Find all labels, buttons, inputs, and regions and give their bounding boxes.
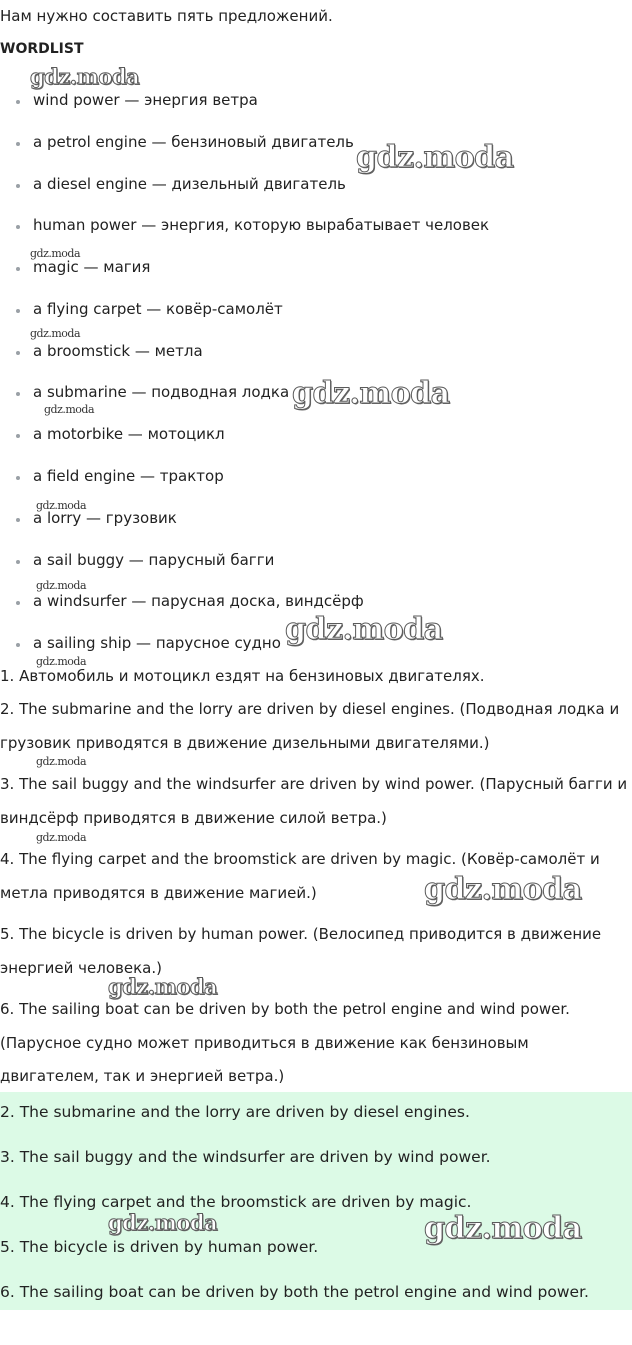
highlighted-answer-3: 3. The sail buggy and the windsurfer are driven by wind power. <box>0 1148 491 1166</box>
watermark: gdz.moda <box>292 376 450 411</box>
watermark: gdz.moda <box>44 403 95 416</box>
watermark: gdz.moda <box>36 655 87 668</box>
wordlist-item: a field engine — трактор <box>33 467 224 485</box>
watermark: gdz.moda <box>36 831 87 844</box>
wordlist-item: a petrol engine — бензиновый двигатель <box>33 133 354 151</box>
intro-text: Нам нужно составить пять предложений. <box>0 7 333 25</box>
highlighted-answer-4: 4. The flying carpet and the broomstick are driven by magic. <box>0 1193 472 1211</box>
watermark: gdz.moda <box>108 1210 218 1235</box>
wordlist-item: wind power — энергия ветра <box>33 91 258 109</box>
watermark: gdz.moda <box>30 327 81 340</box>
watermark: gdz.moda <box>424 872 582 907</box>
watermark: gdz.moda <box>36 579 87 592</box>
highlighted-answer-5: 5. The bicycle is driven by human power. <box>0 1238 319 1256</box>
answer-4: 4. The flying carpet and the broomstick are driven by magic. (Ковёр-самолёт и метла приводятся в движение магией.) <box>0 850 600 902</box>
highlighted-answer-2: 2. The submarine and the lorry are driven by diesel engines. <box>0 1103 470 1121</box>
watermark: gdz.moda <box>30 64 140 89</box>
answer-2: 2. The submarine and the lorry are driven by diesel engines. (Подводная лодка и грузовик приводятся в движение дизельными двигателями.) <box>0 700 620 752</box>
answer-3: 3. The sail buggy and the windsurfer are driven by wind power. (Парусный багги и виндсёрф приводятся в движение силой ветра.) <box>0 775 628 827</box>
watermark: gdz.moda <box>285 612 443 647</box>
watermark: gdz.moda <box>356 140 514 175</box>
wordlist-item: human power — энергия, которую вырабатывает человек <box>33 216 490 234</box>
highlighted-answer-6: 6. The sailing boat can be driven by both the petrol engine and wind power. <box>0 1283 589 1301</box>
wordlist-item: a submarine — подводная лодка <box>33 383 290 401</box>
wordlist-item: a sail buggy — парусный багги <box>33 551 275 569</box>
wordlist-item: a windsurfer — парусная доска, виндсёрф <box>33 592 364 610</box>
answer-1: 1. Автомобиль и мотоцикл ездят на бензиновых двигателях. <box>0 667 485 685</box>
wordlist-item: a flying carpet — ковёр-самолёт <box>33 300 283 318</box>
watermark: gdz.moda <box>36 499 87 512</box>
watermark: gdz.moda <box>108 974 218 999</box>
highlighted-answers-box <box>0 1092 632 1310</box>
watermark: gdz.moda <box>30 247 81 260</box>
watermark: gdz.moda <box>36 755 87 768</box>
wordlist-item: a broomstick — метла <box>33 342 203 360</box>
wordlist-item: a diesel engine — дизельный двигатель <box>33 175 346 193</box>
wordlist-item: a lorry — грузовик <box>33 509 177 527</box>
wordlist-item: a motorbike — мотоцикл <box>33 425 225 443</box>
wordlist-item: magic — магия <box>33 258 151 276</box>
watermark: gdz.moda <box>424 1211 582 1246</box>
wordlist-item: a sailing ship — парусное судно <box>33 634 281 652</box>
answer-6: 6. The sailing boat can be driven by both the petrol engine and wind power. (Парусное судно может приводиться в движение как бензиновым двигателем, так и энергией ветра.) <box>0 1000 570 1085</box>
answer-5: 5. The bicycle is driven by human power. (Велосипед приводится в движение энергией человека.) <box>0 925 602 977</box>
wordlist-title: WORDLIST <box>0 41 84 57</box>
